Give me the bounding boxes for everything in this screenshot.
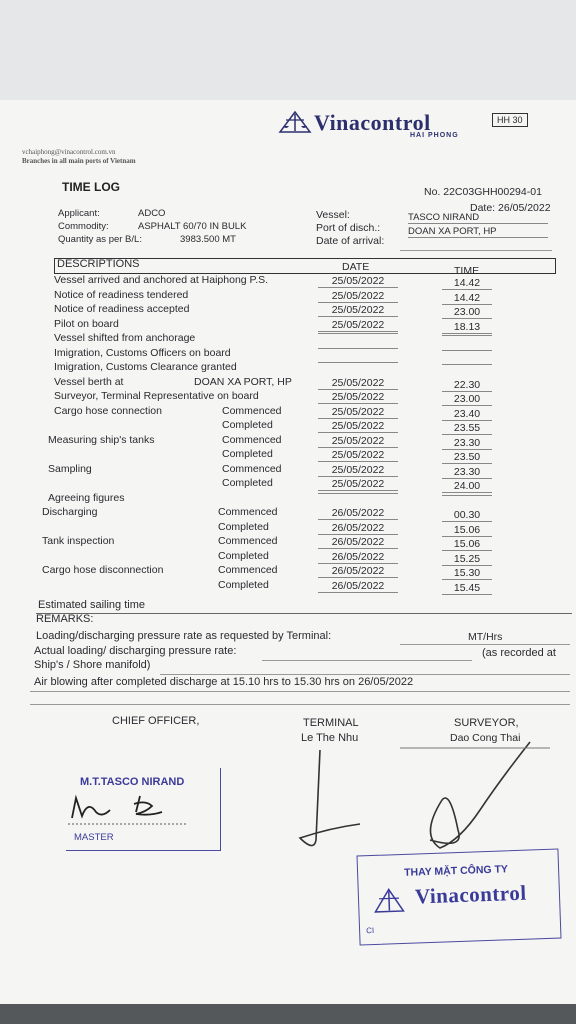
row-status: Completed (222, 419, 273, 431)
pressure-actual: Actual loading/ discharging pressure rate: (34, 645, 237, 657)
company-stamp-ci: CI (365, 925, 375, 936)
row-description: Cargo hose disconnection (42, 564, 164, 576)
applicant-value: ADCO (138, 208, 166, 219)
surveyor-label: SURVEYOR, (454, 717, 519, 729)
row-time (442, 350, 492, 351)
applicant-label: Applicant: (58, 208, 100, 219)
vessel-label: Vessel: (316, 209, 350, 221)
master-label: MASTER (74, 832, 114, 843)
row-date (318, 333, 398, 334)
arrival-label: Date of arrival: (316, 235, 385, 247)
row-date: 25/05/2022 (318, 449, 398, 462)
remarks-label: REMARKS: (36, 613, 94, 625)
row-date: 25/05/2022 (318, 377, 398, 390)
row-time: 15.06 (442, 524, 492, 537)
row-time: 15.30 (442, 567, 492, 580)
email-line: vchaiphong@vinacontrol.com.vn (22, 148, 116, 156)
row-description: Pilot on board (54, 317, 119, 330)
terminal-name: Le The Nhu (301, 732, 359, 744)
port-value: DOAN XA PORT, HP (408, 226, 548, 238)
row-time: 23.30 (442, 437, 492, 450)
row-description: Vessel berth at (54, 375, 124, 388)
row-time: 14.42 (442, 277, 492, 290)
row-time (442, 364, 492, 365)
row-description: Surveyor, Terminal Representative on board (54, 390, 259, 402)
row-description: Sampling (48, 462, 92, 475)
form-code: HH 30 (492, 113, 528, 127)
row-description: Vessel arrived and anchored at Haiphong P.S. (54, 274, 269, 286)
date-header: DATE (342, 261, 370, 273)
ship-stamp-name: M.T.TASCO NIRAND (80, 776, 185, 788)
row-time: 14.42 (442, 292, 492, 305)
brand-name: Vinacontrol (314, 110, 431, 135)
row-date (318, 348, 398, 349)
row-time: 15.45 (442, 582, 492, 595)
row-time (442, 495, 492, 496)
row-date: 26/05/2022 (318, 507, 398, 520)
vessel-value: TASCO NIRAND (408, 212, 548, 224)
row-time: 24.00 (442, 480, 492, 493)
row-description: Tank inspection (42, 535, 115, 547)
row-status: Completed (222, 448, 273, 460)
row-date: 25/05/2022 (318, 275, 398, 288)
row-date: 26/05/2022 (318, 580, 398, 593)
sailing-label: Estimated sailing time (38, 599, 145, 611)
company-stamp-brand: Vinacontrol (414, 880, 527, 909)
row-date: 26/05/2022 (318, 565, 398, 578)
quantity-value: 3983.500 MT (180, 234, 236, 245)
document-number: No. 22C03GHH00294-01 (424, 186, 542, 198)
row-status: Completed (218, 520, 269, 533)
row-status: Commenced (218, 535, 278, 547)
row-time (442, 335, 492, 336)
row-description: Agreeing figures (48, 491, 125, 504)
row-status: Commenced (218, 506, 278, 518)
surveyor-name: Dao Cong Thai (450, 732, 521, 744)
company-stamp (356, 849, 561, 946)
row-status: Completed (218, 549, 269, 562)
company-stamp-top: THAY MẶT CÔNG TY (403, 863, 509, 879)
brand-sub: HAI PHONG (410, 132, 459, 139)
row-date: 25/05/2022 (318, 435, 398, 448)
row-date (318, 493, 398, 494)
quantity-label: Quantity as per B/L: (58, 234, 142, 245)
stamp-scale-icon (373, 887, 406, 914)
row-time: 23.55 (442, 422, 492, 435)
row-description: Measuring ship's tanks (48, 433, 155, 446)
row-date: 25/05/2022 (318, 420, 398, 433)
row-time: 23.40 (442, 408, 492, 421)
row-date: 25/05/2022 (318, 464, 398, 477)
row-time: 15.25 (442, 553, 492, 566)
row-description: Imigration, Customs Clearance granted (54, 361, 237, 373)
row-time: 15.06 (442, 538, 492, 551)
row-time: 23.30 (442, 466, 492, 479)
row-description: Notice of readiness tendered (54, 288, 189, 301)
row-date: 25/05/2022 (318, 319, 398, 332)
row-date: 26/05/2022 (318, 522, 398, 535)
mt-hrs-unit: MT/Hrs (468, 631, 503, 643)
row-description: Notice of readiness accepted (54, 303, 190, 315)
scale-logo-icon (278, 110, 312, 134)
document-date: Date: 26/05/2022 (470, 202, 551, 214)
row-time: 23.00 (442, 306, 492, 319)
air-blowing-note: Air blowing after completed discharge at 15.10 hrs to 15.30 hrs on 26/05/2022 (34, 676, 414, 688)
terminal-label: TERMINAL (303, 717, 359, 729)
row-time: 00.30 (442, 509, 492, 522)
row-time: 22.30 (442, 379, 492, 392)
row-status: Commenced (222, 433, 282, 446)
row-status: Commenced (222, 462, 282, 475)
row-description: Imigration, Customs Officers on board (54, 346, 231, 359)
time-log-document (0, 100, 576, 1004)
commodity-value: ASPHALT 60/70 IN BULK (138, 221, 247, 232)
row-status: Completed (222, 477, 273, 489)
row-status: Completed (218, 578, 269, 591)
row-status: Commenced (222, 404, 282, 417)
row-date: 25/05/2022 (318, 478, 398, 491)
manifold-note: Ship's / Shore manifold) (34, 659, 151, 671)
commodity-label: Commodity: (58, 221, 109, 232)
row-status: Commenced (218, 564, 278, 576)
row-date: 25/05/2022 (318, 290, 398, 303)
handwritten-signatures-icon (290, 740, 550, 860)
row-time: 23.00 (442, 393, 492, 406)
row-time: 23.50 (442, 451, 492, 464)
row-date: 25/05/2022 (318, 304, 398, 317)
time-header: TIME (454, 265, 480, 277)
row-date: 26/05/2022 (318, 536, 398, 549)
page-title: TIME LOG (62, 180, 120, 194)
chief-officer-label: CHIEF OFFICER, (112, 715, 200, 727)
row-description: Cargo hose connection (54, 404, 162, 417)
as-recorded: (as recorded at (482, 647, 556, 659)
row-status: DOAN XA PORT, HP (194, 375, 292, 388)
master-signature-icon (66, 790, 196, 830)
pressure-requested: Loading/discharging pressure rate as requested by Terminal: (36, 630, 332, 642)
row-date (318, 362, 398, 363)
row-time: 18.13 (442, 321, 492, 334)
row-date: 25/05/2022 (318, 391, 398, 404)
row-date: 25/05/2022 (318, 406, 398, 419)
row-description: Discharging (42, 506, 98, 518)
row-description: Vessel shifted from anchorage (54, 332, 196, 344)
row-date: 26/05/2022 (318, 551, 398, 564)
descriptions-header: DESCRIPTIONS (57, 258, 140, 270)
branches-line: Branches in all main ports of Vietnam (22, 157, 136, 165)
port-label: Port of disch.: (316, 222, 381, 234)
